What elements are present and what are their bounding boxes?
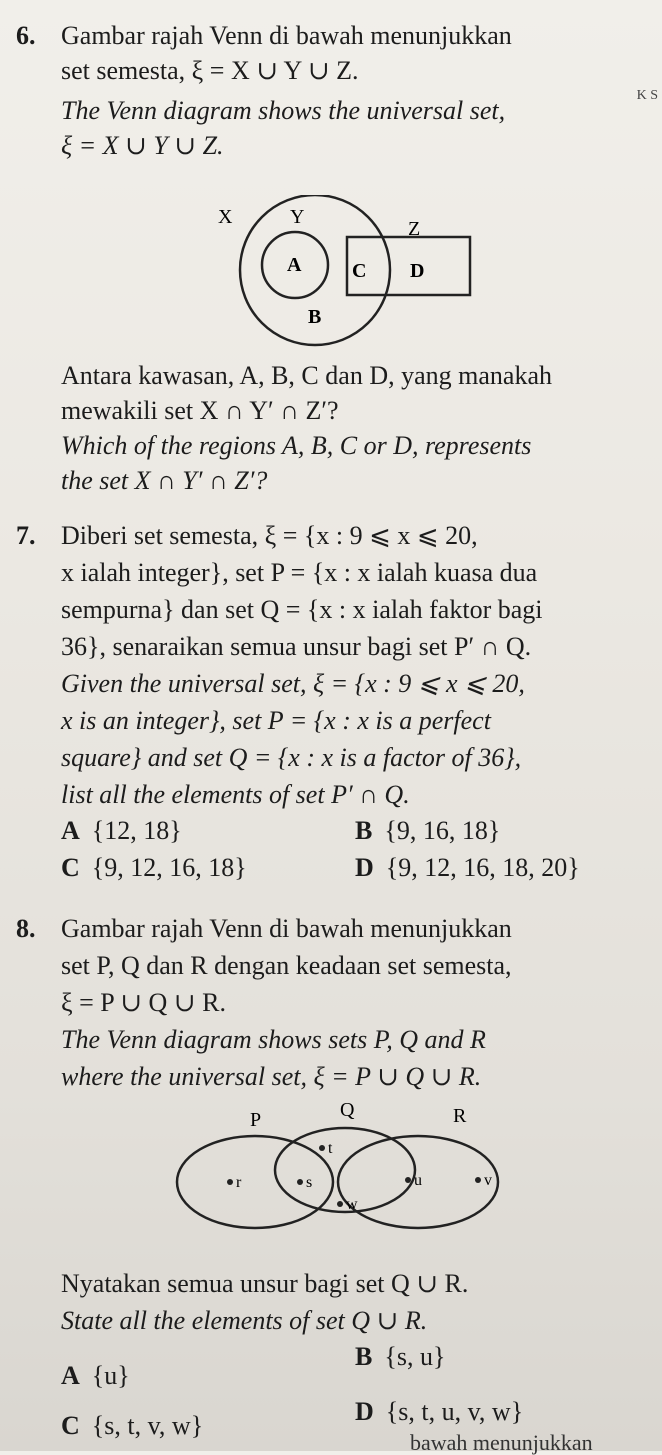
q7-option-b-text: {9, 16, 18} xyxy=(384,816,501,845)
q7-option-a-letter: A xyxy=(61,816,80,845)
q7-option-d-text: {9, 12, 16, 18, 20} xyxy=(385,853,580,882)
q8-option-d-letter: D xyxy=(355,1397,374,1426)
element-s: s xyxy=(306,1174,313,1191)
q8-option-b-letter: B xyxy=(355,1342,373,1371)
q8-question-malay: Nyatakan semua unsur bagi set Q ∪ R. xyxy=(61,1269,469,1298)
q7-option-c[interactable] xyxy=(61,852,247,884)
q8-option-a-text: {u} xyxy=(91,1361,130,1390)
q8-option-b-text: {s, u} xyxy=(384,1342,446,1371)
q7-english-line-4: list all the elements of set P′ ∩ Q. xyxy=(61,780,410,809)
label-y: Y xyxy=(290,206,305,228)
label-p: P xyxy=(250,1109,262,1131)
region-b: B xyxy=(308,306,322,328)
q7-english-line-2: x is an integer}, set P = {x : x is a perfect xyxy=(61,706,491,735)
q8-option-a-letter: A xyxy=(61,1361,80,1390)
element-v: v xyxy=(484,1172,492,1189)
region-a: A xyxy=(287,254,302,276)
q8-option-a[interactable] xyxy=(61,1360,130,1392)
element-t-dot xyxy=(319,1145,325,1151)
q7-option-a-text: {12, 18} xyxy=(91,816,182,845)
q8-venn-diagram xyxy=(170,1100,510,1245)
q8-option-d[interactable] xyxy=(355,1396,523,1428)
region-c: C xyxy=(352,260,367,282)
q8-english-line-2: where the universal set, ξ = P ∪ Q ∪ R. xyxy=(61,1062,482,1091)
element-s-dot xyxy=(297,1179,303,1185)
q6-malay-line-2: set semesta, ξ = X ∪ Y ∪ Z. xyxy=(61,56,359,85)
label-q: Q xyxy=(340,1100,355,1121)
q7-option-a[interactable] xyxy=(61,815,182,847)
q7-malay-line-4: 36}, senaraikan semua unsur bagi set P′ ∩ Q. xyxy=(61,632,532,661)
q7-english-line-3: square} and set Q = {x : x is a factor of 36}, xyxy=(61,743,522,772)
q6-english-line-2: ξ = X ∪ Y ∪ Z. xyxy=(61,131,224,160)
q7-option-b-letter: B xyxy=(355,816,373,845)
q6-question-malay-2: mewakili set X ∩ Y′ ∩ Z′? xyxy=(61,396,339,425)
q6-question-english-1: Which of the regions A, B, C or D, represents xyxy=(61,431,532,460)
label-x: X xyxy=(218,206,233,228)
footer-partial-text: bawah menunjukkan xyxy=(410,1430,593,1455)
region-d: D xyxy=(410,260,425,282)
q8-english-line-1: The Venn diagram shows sets P, Q and R xyxy=(61,1025,486,1054)
q6-english-line-1: The Venn diagram shows the universal set, xyxy=(61,96,506,125)
q8-option-c-text: {s, t, v, w} xyxy=(91,1411,204,1440)
element-u: u xyxy=(414,1172,422,1189)
q7-option-c-text: {9, 12, 16, 18} xyxy=(91,853,247,882)
q7-malay-line-2: x ialah integer}, set P = {x : x ialah kuasa dua xyxy=(61,558,538,587)
element-w: w xyxy=(346,1196,358,1213)
element-v-dot xyxy=(475,1177,481,1183)
q8-malay-line-2: set P, Q dan R dengan keadaan set semesta, xyxy=(61,951,512,980)
q6-question-english-2: the set X ∩ Y′ ∩ Z′? xyxy=(61,466,268,495)
element-r-dot xyxy=(227,1179,233,1185)
q7-malay-line-3: sempurna} dan set Q = {x : x ialah faktor bagi xyxy=(61,595,543,624)
element-r: r xyxy=(236,1174,242,1191)
q7-option-c-letter: C xyxy=(61,853,80,882)
label-z: Z xyxy=(408,218,421,240)
q8-option-b[interactable] xyxy=(355,1341,445,1373)
q7-option-b[interactable] xyxy=(355,815,500,847)
page-edge-marks: K S xyxy=(636,88,658,103)
q6-malay-line-1: Gambar rajah Venn di bawah menunjukkan xyxy=(61,21,512,50)
q7-number: 7. xyxy=(16,521,36,550)
q8-option-c[interactable] xyxy=(61,1410,203,1442)
q7-malay-line-1: Diberi set semesta, ξ = {x : 9 ⩽ x ⩽ 20, xyxy=(61,521,478,550)
element-u-dot xyxy=(405,1177,411,1183)
q8-malay-line-1: Gambar rajah Venn di bawah menunjukkan xyxy=(61,914,512,943)
q6-question-malay-1: Antara kawasan, A, B, C dan D, yang manakah xyxy=(61,361,552,390)
element-w-dot xyxy=(337,1201,343,1207)
q7-option-d-letter: D xyxy=(355,853,374,882)
q8-malay-line-3: ξ = P ∪ Q ∪ R. xyxy=(61,988,226,1017)
q7-english-line-1: Given the universal set, ξ = {x : 9 ⩽ x ⩽ 20, xyxy=(61,669,525,698)
element-t: t xyxy=(328,1140,333,1157)
q8-question-english: State all the elements of set Q ∪ R. xyxy=(61,1306,428,1335)
q6-number: 6. xyxy=(16,21,36,50)
q8-number: 8. xyxy=(16,914,36,943)
q6-venn-diagram xyxy=(180,195,500,355)
q8-option-d-text: {s, t, u, v, w} xyxy=(385,1397,524,1426)
q8-option-c-letter: C xyxy=(61,1411,80,1440)
q7-option-d[interactable] xyxy=(355,852,580,884)
label-r: R xyxy=(453,1105,467,1127)
